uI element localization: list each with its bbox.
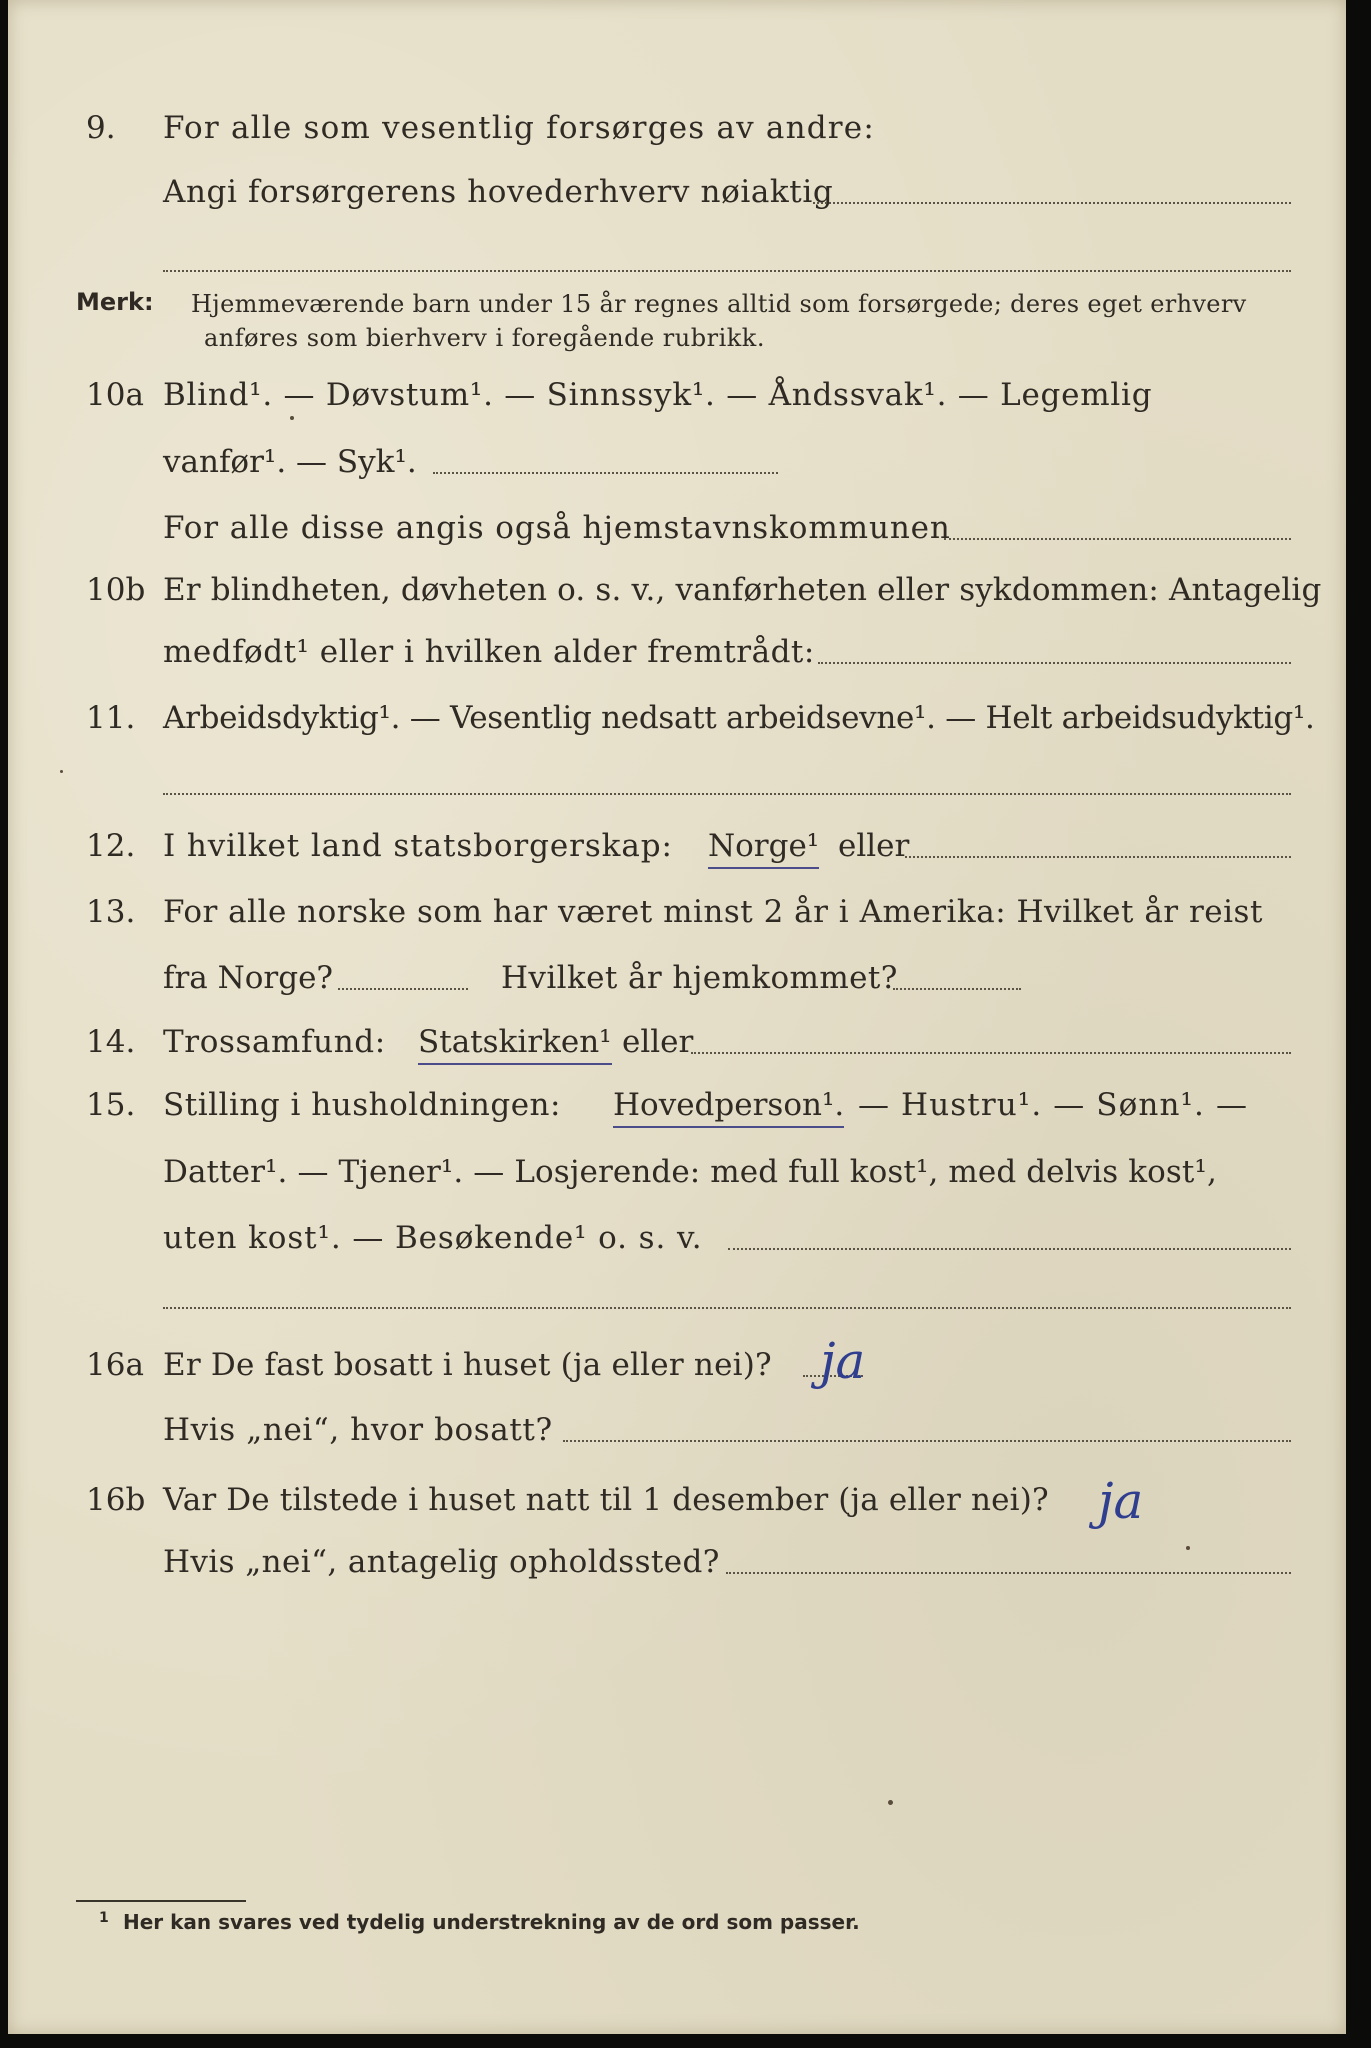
q15-text2: Datter¹. — Tjener¹. — Losjerende: med full kost¹, med delvis kost¹,: [163, 1154, 1217, 1190]
q16b-text2: Hvis „nei“, antagelig opholdssted?: [163, 1544, 720, 1580]
paper-speck: [888, 1800, 893, 1805]
q12-text-post: eller: [838, 828, 910, 864]
q15-number: 15.: [86, 1087, 136, 1123]
q11-number: 11.: [86, 700, 136, 736]
q15-text3: uten kost¹. — Besøkende¹ o. s. v.: [163, 1220, 703, 1256]
q16b-location-field[interactable]: [726, 1572, 1291, 1574]
q12-underlined-answer: Norge¹: [708, 826, 819, 869]
q13-year-returned-field[interactable]: [893, 988, 1021, 990]
merk-text2: anføres som bierhverv i foregående rubrikk.: [204, 324, 765, 352]
q15-extra-line[interactable]: [163, 1307, 1291, 1309]
merk-line1: [76, 286, 154, 318]
q10b-number: 10b: [86, 572, 146, 608]
q14-answer-field[interactable]: [691, 1052, 1291, 1054]
q13-text2b: Hvilket år hjemkommet?: [501, 960, 898, 996]
q10a-text: Blind¹. — Døvstum¹. — Sinnssyk¹. — Åndssvak¹. — Legemlig: [163, 377, 1153, 413]
q16a-text2: Hvis „nei“, hvor bosatt?: [163, 1412, 553, 1448]
q16b-number: 16b: [86, 1482, 146, 1518]
footnote: [99, 1908, 860, 1936]
footnote-text: Her kan svares ved tydelig understrekning av de ord som passer.: [123, 1910, 860, 1934]
q10a-answer-field[interactable]: [433, 472, 778, 474]
q15-underlined-answer: Hovedperson¹.: [613, 1085, 844, 1128]
q13-text: For alle norske som har været minst 2 år i Amerika: Hvilket år reist: [163, 894, 1263, 930]
q9-answer-field[interactable]: [813, 202, 1291, 204]
footnote-rule: [76, 1900, 246, 1902]
q13-year-left-field[interactable]: [338, 988, 468, 990]
q11-answer-field[interactable]: [163, 793, 1291, 795]
q11-text: Arbeidsdyktig¹. — Vesentlig nedsatt arbeidsevne¹. — Helt arbeidsudyktig¹.: [163, 700, 1315, 736]
q12-number: 12.: [86, 828, 136, 864]
q10a-hometown-field[interactable]: [944, 538, 1291, 540]
census-form-page: [8, 0, 1346, 2034]
q16b-text: Var De tilstede i huset natt til 1 desember (ja eller nei)?: [163, 1482, 1049, 1518]
q16a-handwritten-answer: ja: [820, 1332, 866, 1390]
paper-speck: [1186, 1546, 1190, 1550]
q9-text2: Angi forsørgerens hovederhverv nøiaktig: [163, 174, 834, 210]
q16b-handwritten-answer: ja: [1098, 1472, 1144, 1530]
q16a-text: Er De fast bosatt i huset (ja eller nei)?: [163, 1347, 772, 1383]
q14-text-post: eller: [622, 1024, 694, 1060]
q14-number: 14.: [86, 1024, 136, 1060]
q14-underlined-answer: Statskirken¹: [418, 1022, 612, 1065]
q10a-text3: For alle disse angis også hjemstavnskommunen: [163, 510, 951, 546]
paper-speck: [60, 770, 63, 773]
merk-label: Merk:: [76, 288, 154, 316]
q13-number: 13.: [86, 894, 136, 930]
merk-text1: Hjemmeværende barn under 15 år regnes alltid som forsørgede; deres eget erhverv: [191, 290, 1247, 318]
q12-answer-field[interactable]: [905, 856, 1291, 858]
q16a-number: 16a: [86, 1347, 144, 1383]
footnote-mark: 1: [99, 1910, 109, 1926]
q10b-text: Er blindheten, døvheten o. s. v., vanførheten eller sykdommen: Antagelig: [163, 572, 1322, 608]
q10a-text2: vanfør¹. — Syk¹.: [163, 444, 417, 480]
q15-text-post: — Hustru¹. — Sønn¹. —: [858, 1087, 1249, 1123]
q12-text-pre: I hvilket land statsborgerskap:: [163, 828, 673, 864]
q9-text: For alle som vesentlig forsørges av andre:: [163, 110, 875, 146]
q10a-number: 10a: [86, 377, 144, 413]
q15-answer-field[interactable]: [728, 1248, 1291, 1250]
q14-text-pre: Trossamfund:: [163, 1024, 386, 1060]
q15-text-pre: Stilling i husholdningen:: [163, 1087, 561, 1123]
q13-text2a: fra Norge?: [163, 960, 334, 996]
q9-number: 9.: [86, 110, 116, 146]
paper-speck: [290, 416, 294, 420]
q16a-residence-field[interactable]: [563, 1440, 1291, 1442]
q10b-answer-field[interactable]: [818, 662, 1291, 664]
q10b-text2: medfødt¹ eller i hvilken alder fremtrådt:: [163, 634, 815, 670]
q9-answer-extra-line[interactable]: [163, 270, 1291, 272]
